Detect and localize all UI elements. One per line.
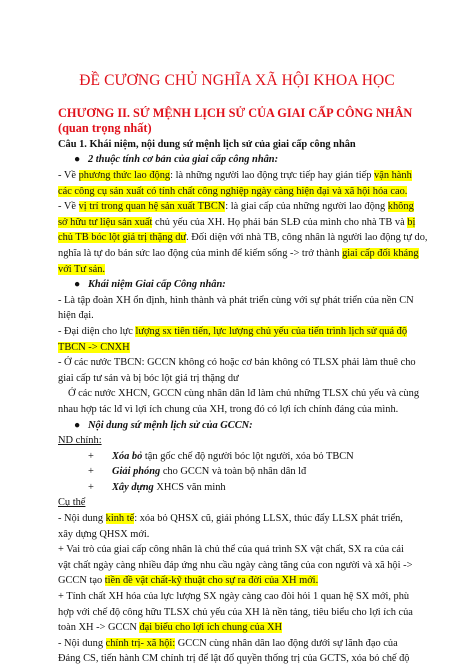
text-line: vật chất ngày càng nhiều đáp ứng nhu cầu ngày càng tăng của con người và xã hội -> bbox=[58, 559, 413, 571]
bullet-text: 2 thuộc tính cơ bản của giai cấp công nhân: bbox=[88, 154, 279, 166]
text-line: hợp với chế độ công hữu TLSX chủ yếu của XH là nền tảng, tiêu biểu cho lợi ích của bbox=[58, 606, 413, 618]
text-line: Đảng CS, tiến hành CM chính trị để lật đổ quyền thống trị của GCTS, xóa bỏ chế độ bbox=[58, 653, 410, 665]
plus-icon: + bbox=[88, 466, 94, 478]
bullet-text: Nội dung sứ mệnh lịch sử của GCCN: bbox=[88, 419, 253, 431]
bullet-attributes bbox=[58, 152, 432, 168]
text-line: các công cụ sản xuất có tính chất công nghiệp ngày càng hiện đại và xã hội hóa cao. bbox=[58, 185, 408, 197]
question-heading: Câu 1. Khái niệm, nội dung sứ mệnh lịch sử của giai cấp công nhân bbox=[58, 138, 356, 150]
text-line: TBCN -> CNXH bbox=[58, 341, 130, 353]
text-line: - Về phương thức lao động: là những người lao động trực tiếp hay gián tiếp vận hành bbox=[58, 170, 412, 181]
list-item: + Xóa bỏ tận gốc chế độ người bóc lột người, xóa bỏ TBCN bbox=[58, 449, 432, 465]
text-line: - Ở các nước TBCN: GCCN không có hoặc cơ bản không có TLSX phải làm thuê cho bbox=[58, 357, 416, 369]
text-line: xây dựng QHSX mới. bbox=[58, 528, 150, 540]
section-label-detail: Cụ thể bbox=[58, 497, 86, 509]
list-item: + Giải phóng cho GCCN và toàn bộ nhân dân lđ bbox=[58, 464, 432, 480]
list-item: + Xây dựng XHCS văn minh bbox=[58, 480, 432, 496]
text-line: Ở các nước XHCN, GCCN cùng nhân dân lđ làm chủ những TLSX chủ yếu và cùng bbox=[68, 388, 420, 400]
text-line: toàn XH -> GCCN đại biểu cho lợi ích chung của XH bbox=[58, 622, 283, 634]
text-line: - Về vị trí trong quan hệ sản xuất TBCN: là giai cấp của những người lao động không bbox=[58, 201, 414, 213]
text-line: nghĩa là tự do bán sức lao động của mình để kiếm sống -> trở thành giai cấp đối kháng bbox=[58, 247, 419, 259]
text-line: nhau hợp tác lđ vì lợi ích chung của XH, trong đó có lợi ích chính đáng của mình. bbox=[58, 403, 399, 415]
document-body bbox=[58, 106, 432, 667]
chapter-heading-line1: CHƯƠNG II. SỨ MỆNH LỊCH SỬ CỦA GIAI CẤP CÔNG NHÂN bbox=[58, 106, 413, 120]
text-line: chủ TB bóc lột giá trị thặng dư. Đối diện với nhà TB, công nhân là người lao động tự do, bbox=[58, 232, 428, 244]
text-line: + Vai trò của giai cấp công nhân là chủ thể của quá trình SX vật chất, SX ra của cải bbox=[58, 544, 404, 556]
chapter-heading-line2: (quan trọng nhất) bbox=[58, 121, 152, 136]
text-line: hiện đại. bbox=[58, 310, 94, 322]
text-line: GCCN tạo tiền đề vật chất-kỹ thuật cho sự ra đời của XH mới. bbox=[58, 575, 319, 587]
text-line: - Đại diện cho lực lượng sx tiên tiến, lực lượng chủ yếu của tiến trình lịch sử quá độ bbox=[58, 325, 408, 337]
text-line: sở hữu tư liệu sản xuất chủ yếu của XH. Họ phải bán SLĐ của mình cho nhà TB và bị bbox=[58, 216, 416, 228]
section-label-main: ND chính: bbox=[58, 435, 102, 447]
text-line: với Tư sản. bbox=[58, 263, 106, 275]
text-line: giai cấp tư sản và bị bóc lột giá trị thặng dư bbox=[58, 372, 239, 384]
text-line: - Nội dung kinh tế: xóa bỏ QHSX cũ, giải phóng LLSX, thúc đẩy LLSX phát triển, bbox=[58, 513, 403, 525]
chapter-heading bbox=[58, 106, 432, 137]
bullet-icon: ● bbox=[74, 419, 81, 431]
bullet-icon: ● bbox=[74, 279, 81, 291]
text-line: - Là tập đoàn XH ổn định, hình thành và phát triển cùng với sự phát triển của nền CN bbox=[58, 294, 414, 306]
text-line: - Nội dung chính trị- xã hội: GCCN cùng nhân dân lao động dưới sự lãnh đạo của bbox=[58, 637, 398, 649]
plus-icon: + bbox=[88, 481, 94, 493]
bullet-concept bbox=[58, 277, 432, 293]
bullet-icon: ● bbox=[74, 154, 81, 166]
bullet-text: Khái niệm Giai cấp Công nhân: bbox=[88, 279, 226, 291]
document-title: ĐỀ CƯƠNG CHỦ NGHĨA XÃ HỘI KHOA HỌC bbox=[79, 72, 395, 89]
text-line: + Tính chất XH hóa của lực lượng SX ngày càng cao đòi hỏi 1 quan hệ SX mới, phù bbox=[58, 591, 410, 603]
plus-icon: + bbox=[88, 450, 94, 462]
bullet-mission bbox=[58, 418, 432, 434]
